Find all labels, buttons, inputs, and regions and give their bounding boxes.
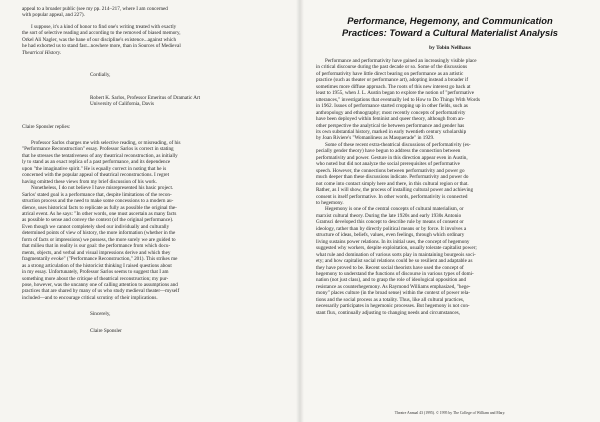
text-line: included—and to encourage critical scrutiny of their implications. [22,294,158,301]
text-line: mony" places culture (in the broad sense) within the context of power rela- [316,290,470,297]
right-page [300,0,600,422]
text-line: in critical discourse during the past decade or so. Some of the discussions [316,64,468,71]
text-line: necessarily participates in hegemonic processes. But hegemony is not con- [316,303,470,310]
text-line: dience, uses historical facts to replicate as fully as possible the original the- [22,204,177,211]
text-line: practices that are shared by many of us who study medieval theater—myself [22,288,180,295]
text-line: determined points of view of history, the more information (whether in the [22,230,176,237]
text-line: appeal to a broader public (see my pp. 214–217, where I am concerned [22,6,168,12]
text-line: sometimes more diffuse approach. The roots of this new interest go back at [316,83,471,90]
text-line: something more about the critique of theatrical reconstruction; my pur- [22,275,169,282]
text-line: Rather, as I will show, the process of installing cultural power and achieving [316,187,474,194]
text-line: pecially gender theory) have begun to address the connection between [316,148,461,155]
text-line: of performativity have little direct bearing on performance as an artistic [316,70,464,77]
article-paragraph-2 [316,142,584,207]
text-line: not come into contact simply here and there, in this cultural region or that. [316,180,469,187]
letter-signature: Robert K. Sarlos, Professor Emeritus of Dramatic Art [90,94,201,101]
text-line: Hegemony is one of the central concepts of cultural materialism, or [325,206,464,213]
text-line: consent is itself performative. In other words, performativity is connected [316,193,468,200]
reply-heading: Claire Sponsler replies: [22,123,71,130]
text-line: who noted but did not analyze the social prerequisites of performative [316,161,460,168]
text-line: "Performance Reconstruction" essay. Professor Sarlos is correct in stating [22,146,174,153]
text-line: pose, however, was the uncanny one of calling attention to assumptions and [22,281,178,288]
article-body [316,58,584,316]
letter-continuation [22,6,284,19]
text-line: the sort of selective reading and according to the removed of biased memory, [22,30,181,37]
article-paragraph-1 [316,58,584,142]
text-line: in 1962. Issues of performance started cropping up in other fields, such as [316,103,468,110]
text-line: Theatrical History. [22,49,62,56]
text-line: nation (not just class), and to grasp the role of ideological opposition and [316,277,467,284]
text-line: marxist cultural theory. During the late 1920s and early 1930s Antonio [316,212,462,219]
text-line: Professor Sarlos charges me with selective reading, or misreading, of his [31,139,181,146]
text-line: with popular appeal, and 227). [22,12,85,19]
text-line: as a strong articulation of the historicist thinking I raised questions about [22,262,172,269]
text-line: have been deployed within feminist and queer theory, although from an- [316,116,465,123]
text-line: as possible to sense and convey the context (of the original performance). [22,217,174,224]
text-line: tions and the social process as a totality. Thus, like all cultural practices, [316,296,465,303]
text-line: Even though we cannot completely shed our individually and culturally [22,223,170,230]
letter-closing: Cordially, [90,72,111,79]
text-line: hegemony to understand the functions of discourse in various types of domi- [316,270,474,277]
text-line: structure of ideas, beliefs, values, even feelings, through which ordinary [316,232,465,239]
text-line: least to 1955, when J. L. Austin began to explore the notion of "performative [316,90,474,97]
letter-paragraph [22,24,284,56]
title-line: Performance, Hegemony, and Communication [347,15,553,26]
reply-paragraph-2 [22,185,284,301]
text-line: upon "the imaginative spirit." He is equally correct in noting that he is [22,165,167,172]
text-line: ety; and how capitalist social relations could be so resilient and adaptable as [316,258,473,265]
left-page-text [22,6,284,334]
text-line: what rule and domination of various sorts play in maintaining bourgeois soci- [316,251,476,258]
text-line: stant flux, continually adjusting to changing needs and circumstances, [316,309,460,316]
article-paragraph-3 [316,206,584,316]
text-line: resistance as counterhegemony. As Raymond Williams emphasized, "hege- [316,283,471,290]
text-line: Nonetheless, I do not believe I have misrepresented his basic project. [31,185,174,192]
text-line: suggested why workers, despite exploitation, usually tolerate capitalist power; [316,245,477,252]
text-line: having omitted these views from my brief discussion of his work. [22,178,157,185]
reply-closing: Sincerely, [90,311,111,318]
text-line: other perspective the analytical tie between performance and gender has [316,122,465,129]
text-line: utterances," investigations that eventually led to How to Do Things With Words [316,96,480,103]
text-line: that milieu that in reality is our goal: the performance from which docu- [22,243,171,250]
book-gutter [296,0,304,422]
text-line: Gramsci developed this concept to describe rule by means of consent or [316,219,464,226]
text-line: form of facts or impressions) we possess, the more surely we are guided to [22,236,176,243]
article-title [300,15,600,38]
title-line: Practices: Toward a Cultural Materialist Analysis [341,26,559,38]
text-line: Some of these recent extra-theatrical discussions of performativity (es- [325,141,471,148]
text-line: fragmentarily evoke" ("Performance Reconstruction," 201). This strikes me [22,256,178,263]
text-line: performativity and power. Gesture in this direction appear even in Austin, [316,154,468,161]
text-line: concerned with the popular appeal of theatrical reconstructions. I regret [22,172,170,179]
text-line: they have proved to be. Recent social theorists have used the concept of [316,264,464,271]
text-line: much deeper than these discussions indicate. Performativity and power do [316,174,469,181]
text-line: atrical event. As he says: "In other words, one must ascertain as many facts [22,210,177,217]
text-line: Performance and performativity have gained an increasingly visible place [325,58,477,64]
page-footer: Theatre Annual 43 (1995). © 1995 by The College of William and Mary. [394,411,506,415]
text-line: by Joan Riviere's "Womanliness as Masquerade" in 1929. [316,135,435,142]
text-line: speech. However, the connections between performativity and power go [316,167,465,174]
text-line: Sarlos' stated goal is a performance that, despite limitations of the recon- [22,191,172,198]
text-line: ly to stand as an exact replica of a past performance, and its dependence [22,159,171,166]
text-line: practice (such as theater or performance art), adopting instead a broader if [316,77,469,84]
text-line: ments, objects, and verbal and visual impressions derive and which they [22,249,171,256]
text-line: ideology, rather than by directly political means or by force. It involves a [316,225,467,232]
text-line: to hegemony. [316,199,344,206]
text-line: its own substantial history, marked in early twentieth century scholarship [316,128,467,135]
reply-paragraph-1 [22,140,284,185]
text-line: Orkel Ali Nagler, was the bane of our discipline's existence...against which [22,36,177,43]
text-line: I suppose, it's a kind of honor to find one's writing treated with exactly [31,23,177,30]
text-line: that he stresses the tentativeness of any theatrical reconstruction, as initially [22,152,178,159]
text-line: living sustains power relations. In its initial uses, the concept of hegemony [316,238,470,245]
letter-affiliation: University of California, Davis [90,101,154,108]
text-line: he had exhorted us to stand fast...nowhere more, than in Sources of Medieval [22,43,181,50]
reply-signature: Claire Sponsler [90,327,122,334]
text-line: anthropology and ethnography; most recently concepts of performativity [316,109,466,116]
article-author: by Tobin Nellhaus [429,45,471,51]
text-line: struction process and the need to make some concessions to a modern au- [22,198,174,205]
text-line: in my essay. Unfortunately, Professor Sarlos seems to suggest that I am [22,269,169,276]
